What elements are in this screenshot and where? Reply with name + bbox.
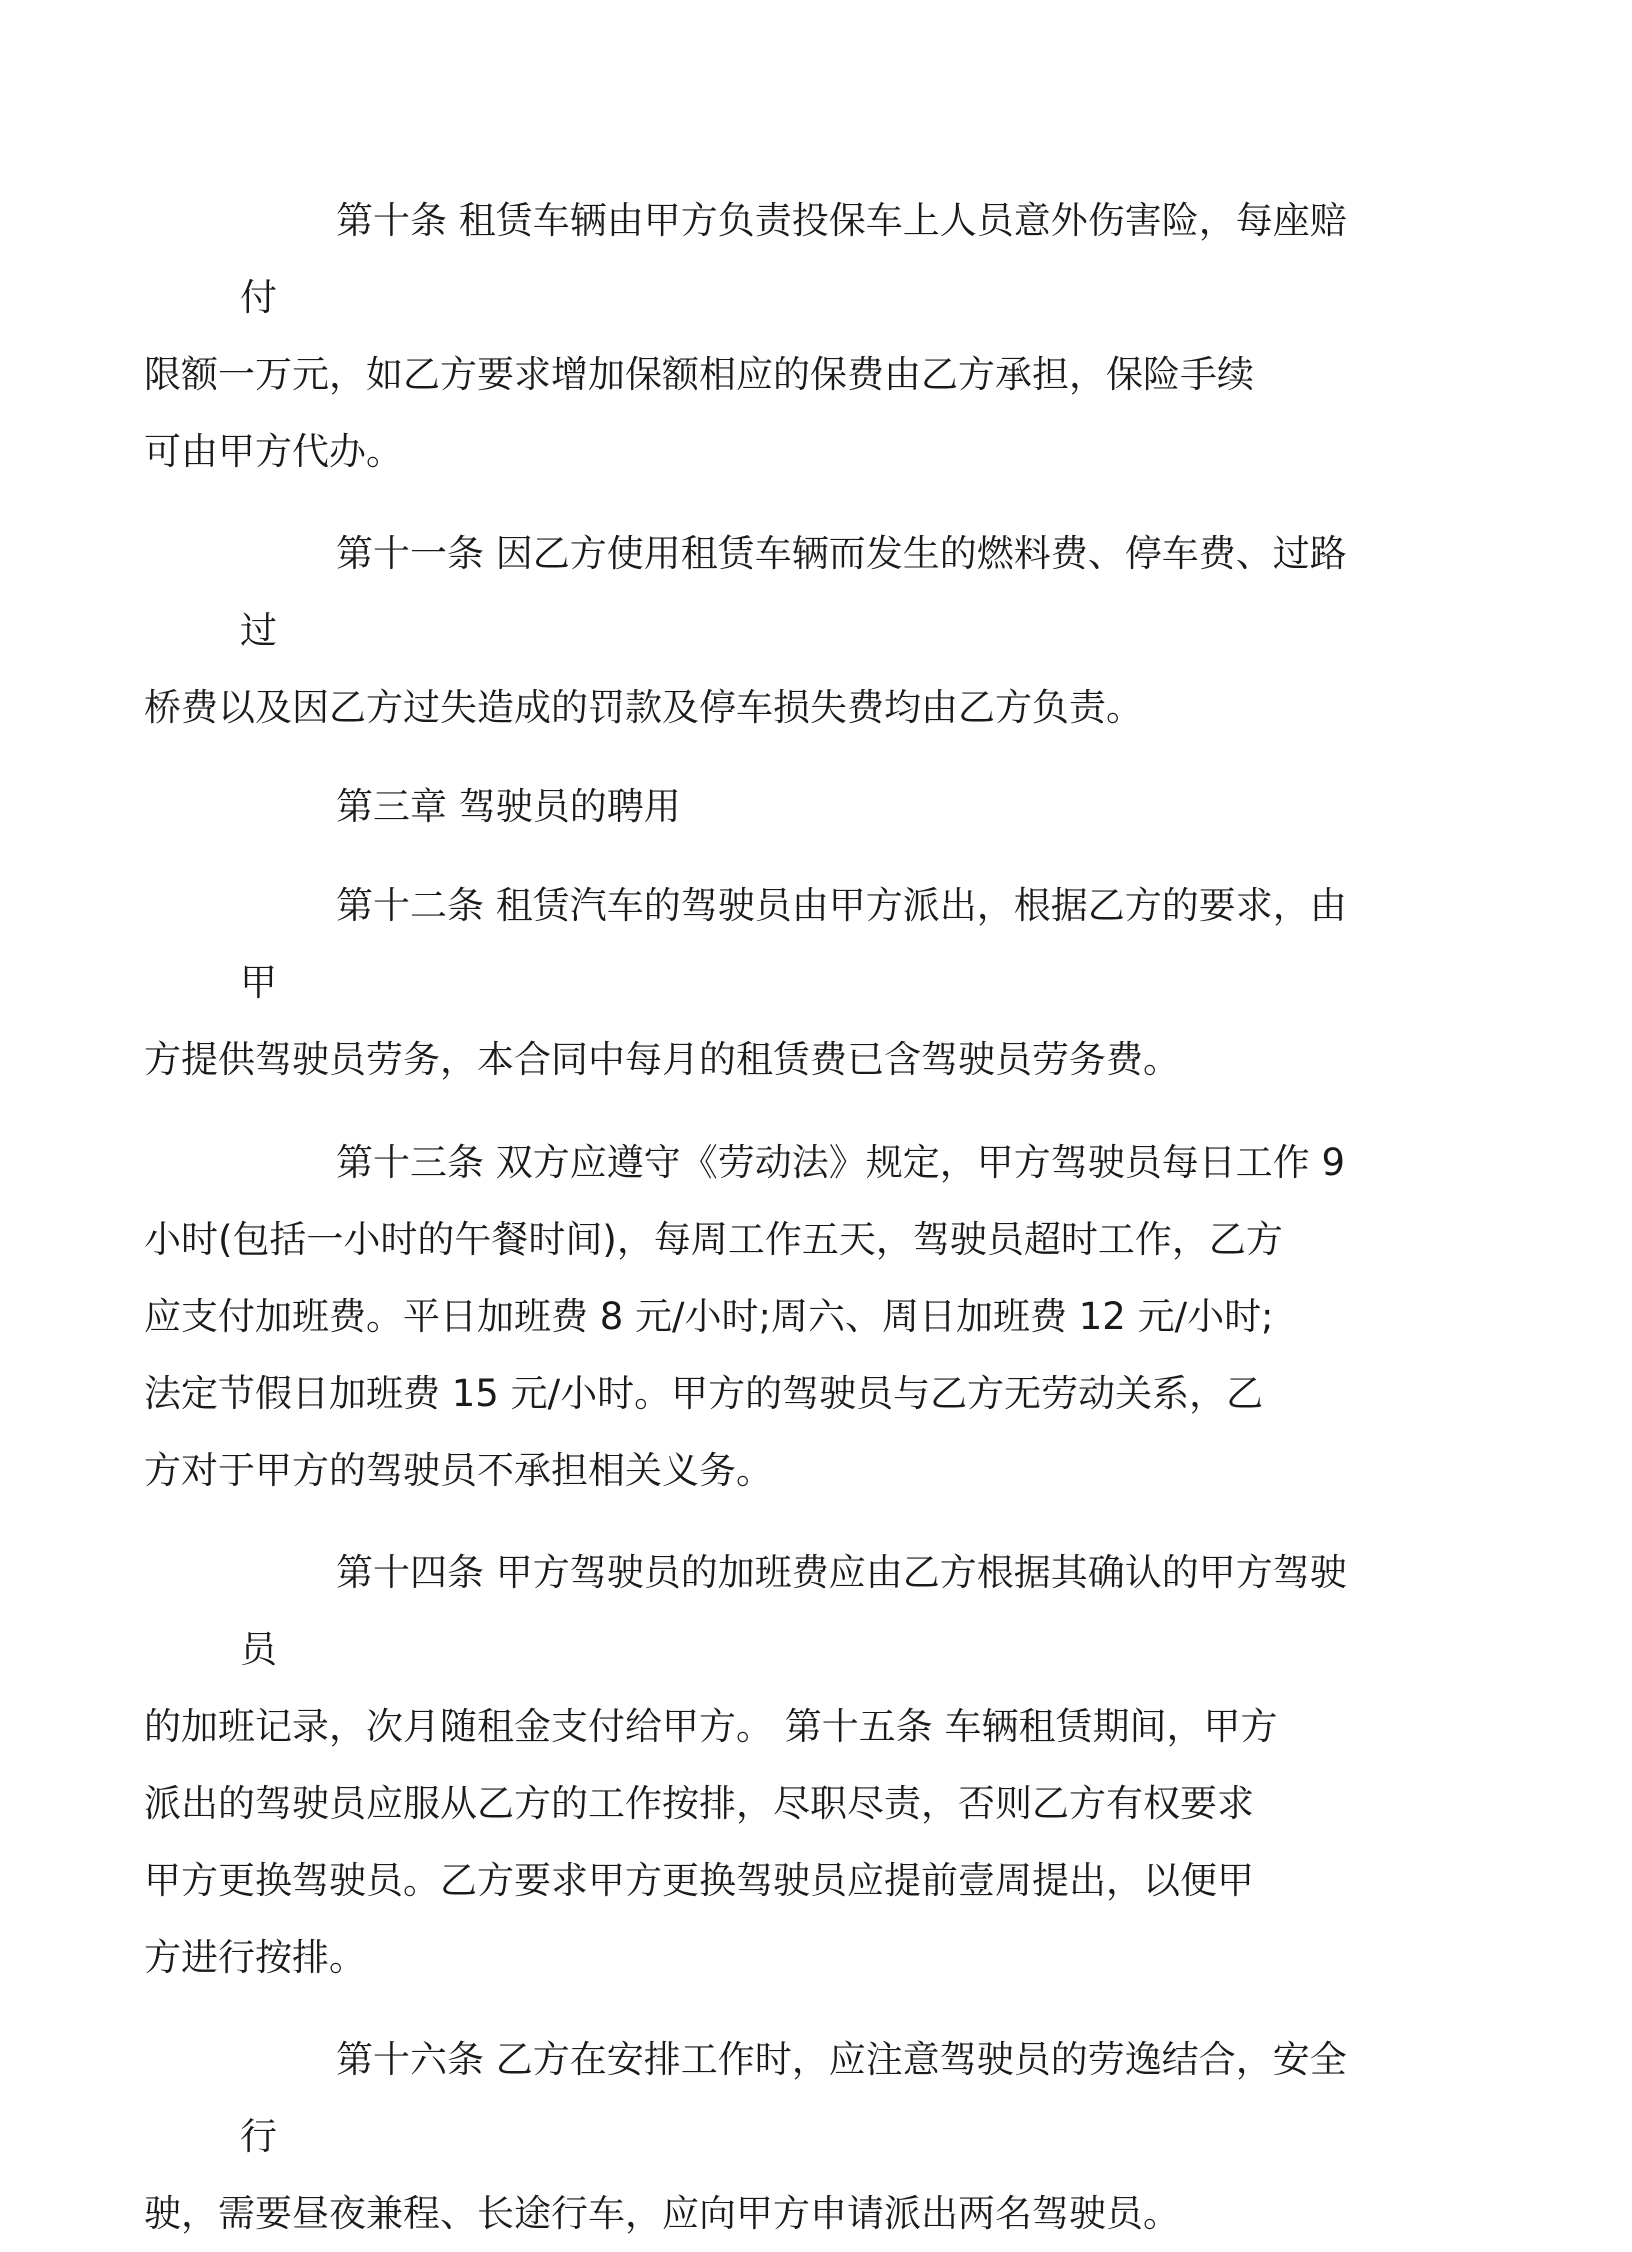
article-11-paragraph (144, 515, 1380, 746)
chapter-3-heading (240, 768, 1380, 845)
text-line: 桥费以及因乙方过失造成的罚款及停车损失费均由乙方负责。 (144, 686, 1143, 729)
text-line: 可由甲方代办。 (144, 430, 403, 473)
article-14-15-paragraph (144, 1534, 1380, 1996)
text-line: 的加班记录，次月随租金支付给甲方。 第十五条 车辆租赁期间，甲方 (144, 1705, 1278, 1748)
text-line: 第十三条 双方应遵守《劳动法》规定，甲方驾驶员每日工作 9 (336, 1141, 1346, 1184)
article-16-paragraph (144, 2021, 1380, 2252)
text-line: 第十二条 租赁汽车的驾驶员由甲方派出，根据乙方的要求，由甲 (240, 884, 1347, 1004)
text-line: 驶，需要昼夜兼程、长途行车，应向甲方申请派出两名驾驶员。 (144, 2192, 1180, 2235)
text-line: 第十一条 因乙方使用租赁车辆而发生的燃料费、停车费、过路过 (240, 532, 1347, 652)
text-line: 甲方更换驾驶员。乙方要求甲方更换驾驶员应提前壹周提出，以便甲 (144, 1859, 1254, 1902)
text-line: 派出的驾驶员应服从乙方的工作按排，尽职尽责，否则乙方有权要求 (144, 1782, 1254, 1825)
text-line: 第十四条 甲方驾驶员的加班费应由乙方根据其确认的甲方驾驶员 (240, 1551, 1347, 1671)
text-line: 方提供驾驶员劳务，本合同中每月的租赁费已含驾驶员劳务费。 (144, 1038, 1180, 1081)
text-line: 应支付加班费。平日加班费 8 元/小时;周六、周日加班费 12 元/小时; (144, 1295, 1274, 1338)
article-12-paragraph (144, 867, 1380, 1098)
text-line: 方对于甲方的驾驶员不承担相关义务。 (144, 1449, 773, 1492)
text-line: 第十六条 乙方在安排工作时，应注意驾驶员的劳逸结合，安全行 (240, 2038, 1347, 2158)
article-13-paragraph (144, 1124, 1380, 1509)
text-line: 方进行按排。 (144, 1936, 366, 1979)
text-line: 小时(包括一小时的午餐时间)，每周工作五天，驾驶员超时工作，乙方 (144, 1218, 1283, 1261)
article-10-paragraph (144, 182, 1380, 490)
text-line: 第十条 租赁车辆由甲方负责投保车上人员意外伤害险，每座赔付 (240, 199, 1347, 319)
text-line: 限额一万元，如乙方要求增加保额相应的保费由乙方承担，保险手续 (144, 353, 1254, 396)
text-line: 法定节假日加班费 15 元/小时。甲方的驾驶员与乙方无劳动关系，乙 (144, 1372, 1264, 1415)
document-body (144, 182, 1380, 2252)
text-line: 第三章 驾驶员的聘用 (336, 785, 681, 828)
